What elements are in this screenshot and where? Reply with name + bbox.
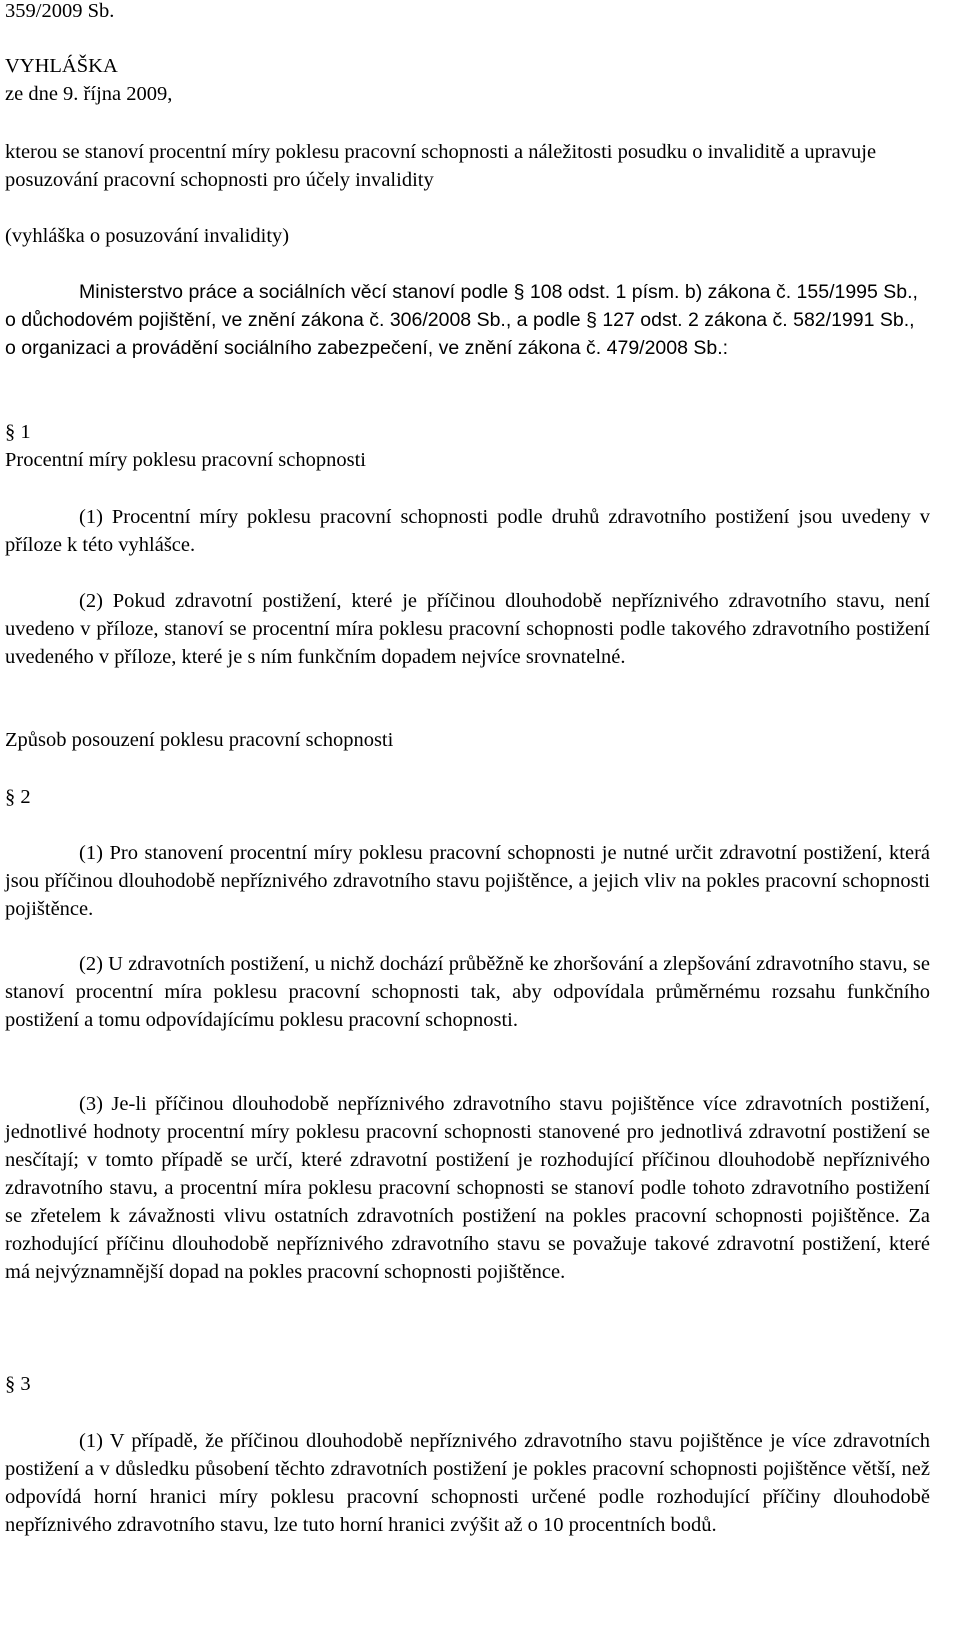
document-date: ze dne 9. října 2009,	[5, 83, 173, 105]
section-2-number: § 2	[5, 786, 31, 808]
section-1-paragraph-1: (1) Procentní míry poklesu pracovní schopnosti podle druhů zdravotního postižení jsou uvedeny v příloze k této vyhlášce.	[5, 506, 930, 556]
document-short-title: (vyhláška o posuzování invalidity)	[5, 225, 290, 247]
preamble: Ministerstvo práce a sociálních věcí stanoví podle § 108 odst. 1 písm. b) zákona č. 155/1995 Sb., o důchodovém pojištění, ve znění zákona č. 306/2008 Sb., a podle § 127 odst. 2 zákona č. 582/1991 Sb., o organizaci a provádění sociálního zabezpečení, ve znění zákona č. 479/2008 Sb.:	[5, 281, 918, 359]
section-2-heading: Způsob posouzení poklesu pracovní schopnosti	[5, 729, 394, 751]
section-1-title: Procentní míry poklesu pracovní schopnosti	[5, 449, 366, 471]
section-2-paragraph-3: (3) Je-li příčinou dlouhodobě nepříznivého zdravotního stavu pojištěnce více zdravotních postižení, jednotlivé hodnoty procentní míry poklesu pracovní schopnosti stanovené pro jednotlivá zdravotní postižení se nesčítají; v tomto případě se určí, které zdravotní postižení je rozhodující příčinou dlouhodobě nepříznivého zdravotního stavu, a procentní míra poklesu pracovní schopnosti se stanoví podle tohoto zdravotního postižení se zřetelem k závažnosti vlivu ostatních zdravotních postižení na pokles pracovní schopnosti pojištěnce. Za rozhodující příčinu dlouhodobě nepříznivého zdravotního stavu se považuje takové zdravotní postižení, které má nejvýznamnější dopad na pokles pracovní schopnosti pojištěnce.	[5, 1093, 930, 1283]
section-1-paragraph-2: (2) Pokud zdravotní postižení, které je příčinou dlouhodobě nepříznivého zdravotního stavu, není uvedeno v příloze, stanoví se procentní míra poklesu pracovní schopnosti podle takového zdravotního postižení uvedeného v příloze, které je s ním funkčním dopadem nejvíce srovnatelné.	[5, 590, 930, 668]
document-subject: kterou se stanoví procentní míry poklesu pracovní schopnosti a náležitosti posudku o invaliditě a upravuje posuzování pracovní schopnosti pro účely invalidity	[5, 141, 877, 191]
section-1-number: § 1	[5, 421, 31, 443]
document-type: VYHLÁŠKA	[5, 55, 118, 77]
section-2-paragraph-2: (2) U zdravotních postižení, u nichž dochází průběžně ke zhoršování a zlepšování zdravotního stavu, se stanoví procentní míra poklesu pracovní schopnosti tak, aby odpovídala průměrnému rozsahu funkčního postižení a tomu odpovídajícímu poklesu pracovní schopnosti.	[5, 953, 930, 1031]
section-3-paragraph-1: (1) V případě, že příčinou dlouhodobě nepříznivého zdravotního stavu pojištěnce je více zdravotních postižení a v důsledku působení těchto zdravotních postižení je pokles pracovní schopnosti pojištěnce větší, než odpovídá horní hranici míry poklesu pracovní schopnosti určené podle rozhodující příčiny dlouhodobě nepříznivého zdravotního stavu, lze tuto horní hranici zvýšit až o 10 procentních bodů.	[5, 1430, 930, 1536]
document-reference: 359/2009 Sb.	[5, 0, 115, 22]
section-2-paragraph-1: (1) Pro stanovení procentní míry poklesu pracovní schopnosti je nutné určit zdravotní postižení, která jsou příčinou dlouhodobě nepříznivého zdravotního stavu pojištěnce, a jejich vliv na pokles pracovní schopnosti pojištěnce.	[5, 842, 930, 920]
section-3-number: § 3	[5, 1373, 31, 1395]
